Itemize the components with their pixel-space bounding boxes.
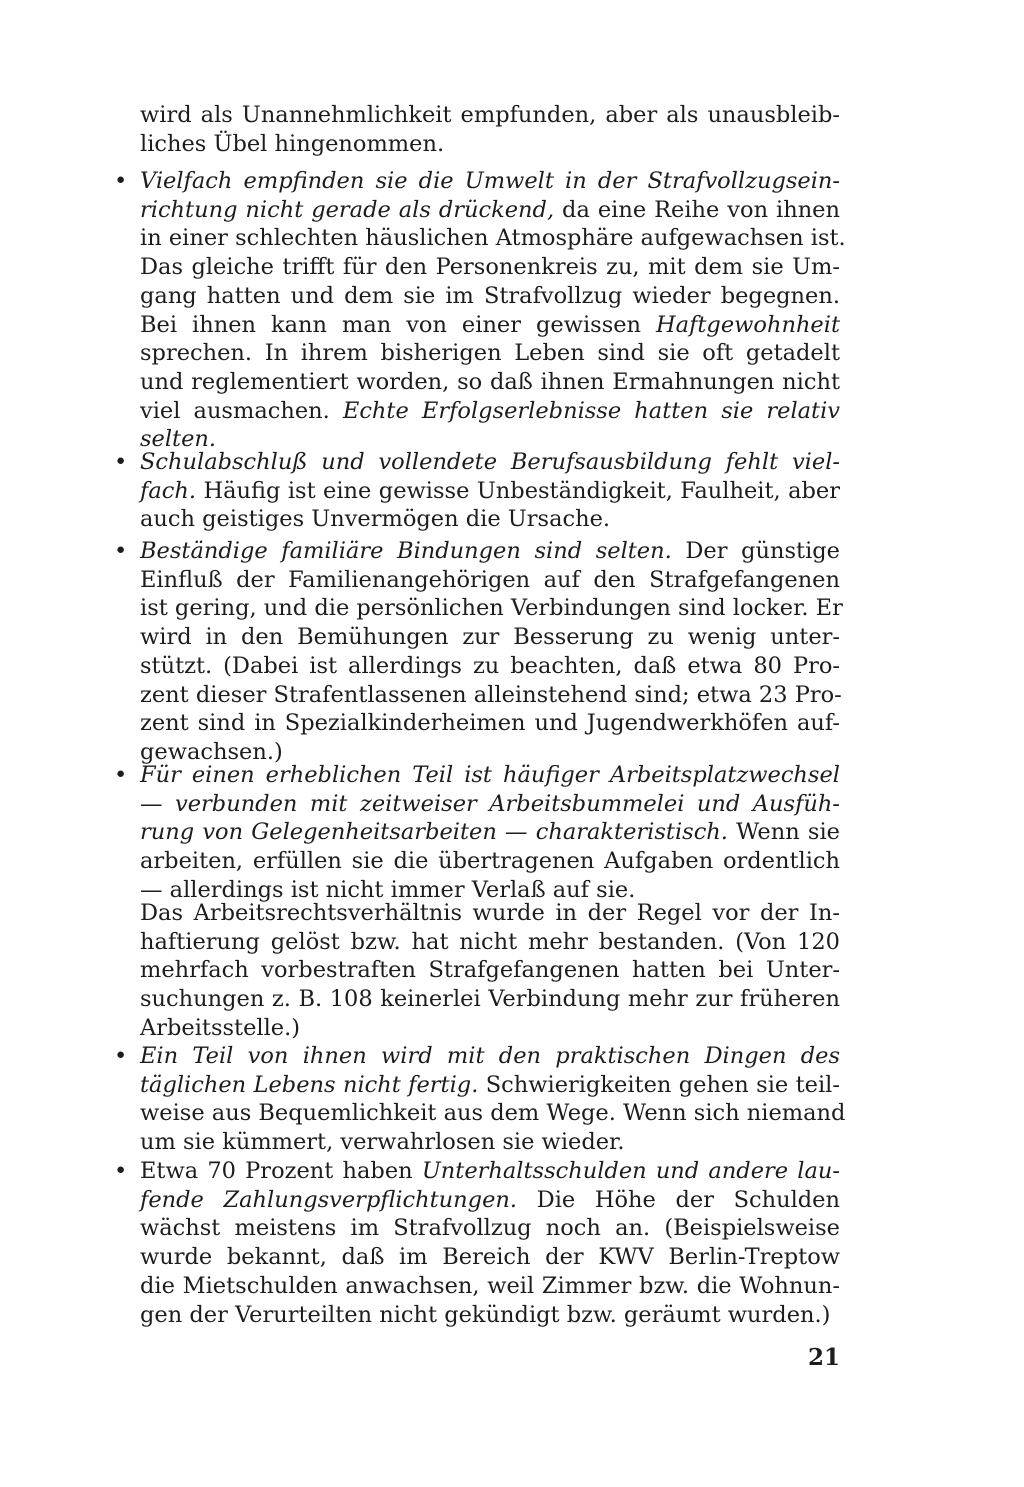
italic-run: Schulabschluß und vollendete Berufsausbildung fehlt viel-: [140, 449, 840, 475]
text-line: [140, 899, 840, 928]
text-run: Einfluß der Familienangehörigen auf den Strafgefangenen: [140, 567, 840, 593]
text-line: [140, 448, 840, 477]
text-line: [140, 196, 840, 225]
text-line: [140, 761, 840, 790]
italic-run: fach.: [140, 478, 196, 504]
text-run: stützt. (Dabei ist allerdings zu beachten, daß etwa 80 Pro-: [140, 653, 840, 679]
text-run: haftierung gelöst bzw. hat nicht mehr bestanden. (Von 120: [140, 929, 840, 955]
text-line: [140, 566, 840, 595]
text-run: mehrfach vorbestraften Strafgefangenen hatten bei Unter-: [140, 957, 840, 983]
text-line: [140, 397, 840, 426]
italic-run: Beständige familiäre Bindungen sind selten.: [140, 538, 672, 564]
text-run: suchungen z. B. 108 keinerlei Verbindung mehr zur früheren: [140, 986, 840, 1012]
text-line: [140, 1014, 840, 1043]
bullet-marker: •: [114, 168, 128, 194]
italic-run: richtung nicht gerade als drückend,: [140, 197, 555, 223]
italic-run: Für einen erheblichen Teil ist häufiger Arbeitsplatzwechsel: [140, 762, 840, 788]
text-run: liches Übel hingenommen.: [140, 131, 445, 157]
text-run: Das gleiche trifft für den Personenkreis zu, mit dem sie Um-: [140, 254, 840, 280]
text-line: [140, 623, 840, 652]
text-line: [140, 818, 840, 847]
text-run: wird in den Bemühungen zur Besserung zu wenig unter-: [140, 624, 840, 650]
bullet-marker: •: [114, 1043, 128, 1069]
text-line: [140, 101, 840, 130]
text-line: [140, 167, 840, 196]
bullet-marker: •: [114, 1158, 128, 1184]
text-run: gang hatten und dem sie im Strafvollzug wieder begegnen.: [140, 283, 840, 309]
text-line: [140, 652, 840, 681]
text-run: und reglementiert worden, so daß ihnen Ermahnungen nicht: [140, 369, 840, 395]
text-line: [140, 1272, 840, 1301]
text-run: gewachsen.): [140, 739, 283, 765]
text-line: [140, 1186, 840, 1215]
text-line: [140, 709, 840, 738]
text-line: [140, 1128, 840, 1157]
text-line: [140, 681, 840, 710]
text-run: wächst meistens im Strafvollzug noch an. (Beispielsweise: [140, 1215, 840, 1241]
text-line: [140, 847, 840, 876]
text-run: zent sind in Spezialkinderheimen und Jugendwerkhöfen auf-: [140, 710, 840, 736]
text-line: [140, 1071, 840, 1100]
text-run: da eine Reihe von ihnen: [554, 197, 840, 223]
text-run: auch geistiges Unvermögen die Ursache.: [140, 506, 611, 532]
text-line: [140, 477, 840, 506]
text-run: um sie kümmert, verwahrlosen sie wieder.: [140, 1129, 625, 1155]
text-line: [140, 985, 840, 1014]
text-run: in einer schlechten häuslichen Atmosphäre aufgewachsen ist.: [140, 225, 846, 251]
italic-run: rung von Gelegenheitsarbeiten — charakteristisch.: [140, 819, 728, 845]
text-line: [140, 1042, 840, 1071]
text-run: Bei ihnen kann man von einer gewissen: [140, 312, 657, 338]
text-line: [140, 1243, 840, 1272]
text-line: [140, 1301, 840, 1330]
text-line: [140, 339, 840, 368]
italic-run: Haftgewohnheit: [656, 312, 840, 338]
text-run: zent dieser Strafentlassenen alleinstehend sind; etwa 23 Pro-: [140, 682, 842, 708]
italic-run: Unterhaltsschulden und andere lau-: [421, 1158, 840, 1184]
text-run: Das Arbeitsrechtsverhältnis wurde in der Regel vor der In-: [140, 900, 840, 926]
text-run: sprechen. In ihrem bisherigen Leben sind sie oft getadelt: [140, 340, 840, 366]
text-line: [140, 1157, 840, 1186]
text-line: [140, 594, 843, 623]
text-run: Wenn sie: [727, 819, 840, 845]
text-line: [140, 224, 846, 253]
page-number: 21: [807, 1344, 840, 1371]
bullet-marker: •: [114, 449, 128, 475]
text-run: Häufig ist eine gewisse Unbeständigkeit, Faulheit, aber: [196, 478, 840, 504]
text-line: [140, 537, 840, 566]
text-run: ist gering, und die persönlichen Verbindungen sind locker. Er: [140, 595, 843, 621]
text-run: Der günstige: [671, 538, 840, 564]
text-run: gen der Verurteilten nicht gekündigt bzw. geräumt wurden.): [140, 1302, 831, 1328]
italic-run: Ein Teil von ihnen wird mit den praktischen Dingen des: [140, 1043, 840, 1069]
italic-run: fende Zahlungsverpflichtungen.: [140, 1187, 518, 1213]
italic-run: selten.: [140, 426, 217, 452]
text-line: [140, 253, 840, 282]
bullet-marker: •: [114, 538, 128, 564]
text-run: die Mietschulden anwachsen, weil Zimmer bzw. die Wohnun-: [140, 1273, 840, 1299]
text-run: wurde bekannt, daß im Bereich der KWV Berlin-Treptow: [140, 1244, 840, 1270]
text-run: Schwierigkeiten gehen sie teil-: [478, 1072, 840, 1098]
italic-run: Vielfach empfinden sie die Umwelt in der Strafvollzugsein-: [140, 168, 840, 194]
bullet-marker: •: [114, 762, 128, 788]
text-line: [140, 1099, 846, 1128]
text-line: [140, 1214, 840, 1243]
text-run: weise aus Bequemlichkeit aus dem Wege. Wenn sich niemand: [140, 1100, 846, 1126]
text-line: [140, 368, 840, 397]
text-line: [140, 282, 840, 311]
text-run: Die Höhe der Schulden: [517, 1187, 840, 1213]
text-run: viel ausmachen.: [140, 398, 343, 424]
text-run: wird als Unannehmlichkeit empfunden, aber als unausbleib-: [140, 102, 840, 128]
text-line: [140, 956, 840, 985]
text-line: [140, 928, 840, 957]
text-run: arbeiten, erfüllen sie die übertragenen Aufgaben ordentlich: [140, 848, 840, 874]
italic-run: täglichen Lebens nicht fertig.: [140, 1072, 479, 1098]
italic-run: — verbunden mit zeitweiser Arbeitsbummelei und Ausfüh-: [140, 791, 840, 817]
text-run: Etwa 70 Prozent haben: [140, 1158, 422, 1184]
text-line: [140, 311, 840, 340]
text-run: Arbeitsstelle.): [140, 1015, 301, 1041]
text-line: [140, 130, 840, 159]
text-line: [140, 790, 840, 819]
italic-run: Echte Erfolgserlebnisse hatten sie relativ: [342, 398, 840, 424]
text-run: — allerdings ist nicht immer Verlaß auf sie.: [140, 877, 636, 903]
text-line: [140, 505, 840, 534]
